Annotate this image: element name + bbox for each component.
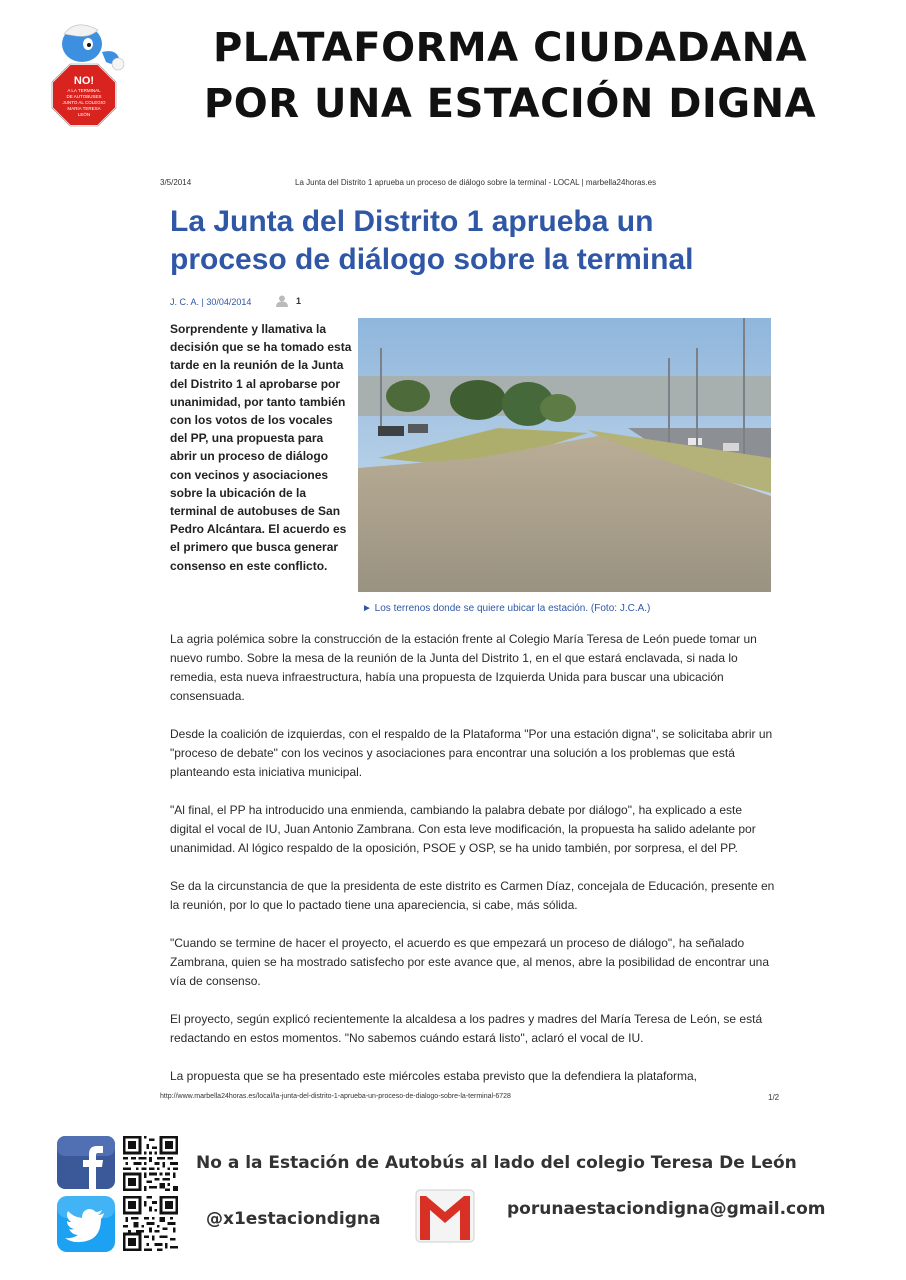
photo-caption: ► Los terrenos donde se quiere ubicar la estación. (Foto: J.C.A.) [362,603,651,614]
article-lead: Sorprendente y llamativa la decisión que se ha tomado esta tarde en la reunión de la Junta del Distrito 1 al aprobarse por unanimidad, por tanto también con los votos de los vocales del PP, una propuesta para abrir un proceso de diálogo con vecinos y asociaciones sobre la ubicación de la terminal de autobuses de San Pedro Alcántara. El acuerdo es el primero que busca generar consenso en este conflicto. [170,322,352,573]
platform-title-line1: PLATAFORMA CIUDADANA [212,25,808,71]
smurf-stop-sign-logo [46,22,132,132]
svg-text:MARIA TERESA: MARIA TERESA [67,106,101,111]
article-title-line1: La Junta del Distrito 1 aprueba un [170,205,654,238]
platform-title [150,20,870,132]
contact-email[interactable]: porunaestaciondigna@gmail.com [507,1199,826,1219]
comment-count[interactable]: 1 [296,296,302,306]
twitter-handle[interactable]: @x1estaciondigna [206,1209,381,1229]
article-title-line2: proceso de diálogo sobre la terminal [170,243,694,276]
article-body [170,630,776,1105]
svg-text:JUNTO AL COLEGIO: JUNTO AL COLEGIO [62,100,106,105]
paragraph-2: Desde la coalición de izquierdas, con el respaldo de la Plataforma "Por una estación digna", se solicitaba abrir un "proceso de debate" con los vecinos y asociaciones para encontrar una solución a los problemas que está planteando esta iniciativa municipal. [170,727,773,779]
svg-text:DE AUTOBUSES: DE AUTOBUSES [66,94,102,99]
logo-no-text: NO! [73,75,95,87]
twitter-icon[interactable] [56,1195,116,1253]
facebook-icon[interactable] [56,1135,116,1190]
footer-slogan: No a la Estación de Autobús al lado del colegio Teresa De León [196,1153,797,1173]
user-icon [275,295,289,307]
article-title [170,203,790,279]
print-footer-url: http://www.marbella24horas.es/local/la-junta-del-distrito-1-aprueba-un-proceso-de-dialogo-sobre-la-terminal-6728 [160,1093,511,1100]
svg-text:LEÓN: LEÓN [77,112,91,117]
paragraph-7: La propuesta que se ha presentado este miércoles estaba previsto que la defendiera la plataforma, [170,1069,698,1083]
paragraph-6: El proyecto, según explicó recientemente la alcaldesa a los padres y madres del María Teresa de León, se está redactando en estos momentos. "No sabemos cuándo estará listo", aclaró el vocal de IU. [170,1012,763,1045]
svg-text:A LA TERMINAL: A LA TERMINAL [67,88,101,93]
print-page-header: La Junta del Distrito 1 aprueba un proceso de diálogo sobre la terminal - LOCAL | marbella24horas.es [295,178,657,187]
print-date: 3/5/2014 [160,178,192,187]
qr-code-icon [123,1196,178,1251]
print-page-number: 1/2 [768,1093,780,1102]
paragraph-3: "Al final, el PP ha introducido una enmienda, cambiando la palabra debate por diálogo", ha explicado a este digital el vocal de IU, Juan Antonio Zambrana. Con esta leve modificación, la propuesta ha salido adelante por unanimidad. Al lógico respaldo de la oposición, PSOE y OSP, se ha unido también, por sorpresa, el del PP. [170,803,756,855]
terrain-photo [358,318,771,592]
platform-title-line2: POR UNA ESTACIÓN DIGNA [203,81,817,127]
qr-code-icon [123,1136,178,1191]
article-byline: J. C. A. | 30/04/2014 [170,297,252,307]
paragraph-4: Se da la circunstancia de que la presidenta de este distrito es Carmen Díaz, concejala de Educación, presente en la reunión, por lo que lo pactado tiene una apareciencia, si cabe, más sólida. [170,879,775,912]
gmail-icon[interactable] [414,1186,476,1246]
paragraph-1: La agria polémica sobre la construcción de la estación frente al Colegio María Teresa de León puede tomar un nuevo rumbo. Sobre la mesa de la reunión de la Junta del Distrito 1, en el que estará enclavada, si nada lo remedia, esta nueva infraestructura, había una propuesta de Izquierda Unida para buscar una ubicación consensuada. [170,632,757,703]
paragraph-5: "Cuando se termine de hacer el proyecto, el acuerdo es que empezará un proceso de diálogo", ha señalado Zambrana, quien se ha mostrado satisfecho por este avance que, al menos, abre la posibilidad de encontrar una vía de consenso. [170,936,770,988]
